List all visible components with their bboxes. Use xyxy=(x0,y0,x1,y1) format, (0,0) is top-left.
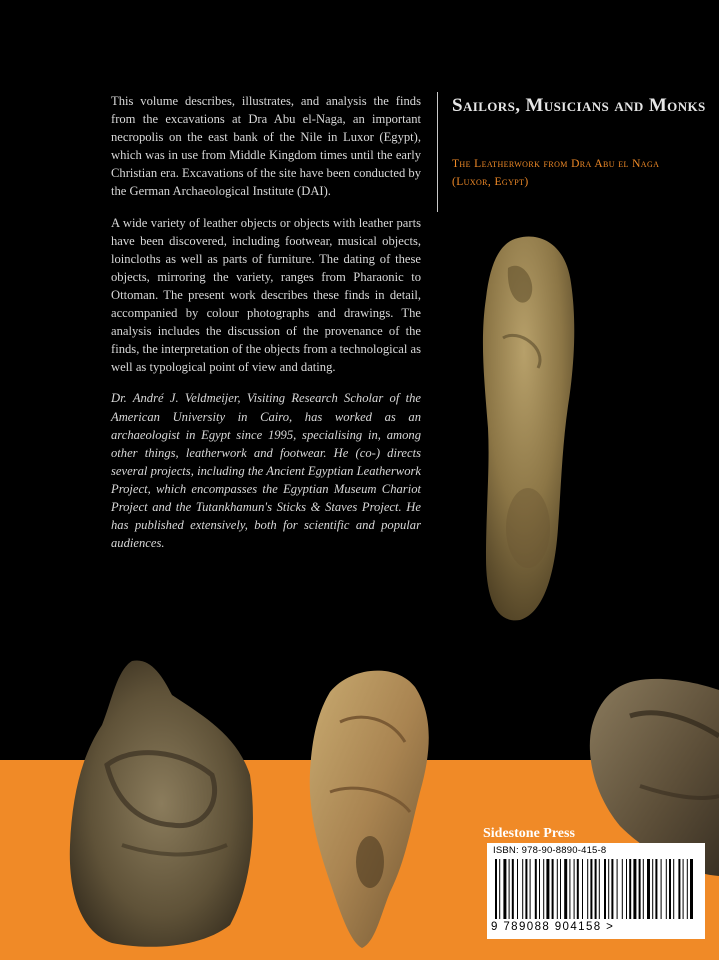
barcode-bar xyxy=(499,859,500,919)
barcode-bar xyxy=(678,859,680,919)
barcode-bar xyxy=(517,859,518,919)
barcode-bar xyxy=(535,859,537,919)
barcode-bar xyxy=(690,859,693,919)
barcode-bar xyxy=(629,859,631,919)
barcode-bar xyxy=(673,859,674,919)
barcode-bar xyxy=(543,859,544,919)
barcode-bar xyxy=(622,859,623,919)
barcode-bar xyxy=(595,859,597,919)
barcode-bar xyxy=(574,859,575,919)
barcode-bar xyxy=(661,859,662,919)
barcode-bar xyxy=(669,859,671,919)
sandal-sole-photo xyxy=(478,228,588,628)
barcode-bar xyxy=(539,859,540,919)
barcode-bar xyxy=(569,859,570,919)
barcode-bar xyxy=(557,859,558,919)
author-bio: Dr. André J. Veldmeijer, Visiting Research Scholar of the American University in Cairo, has worked as an archaeologist in Egypt since 1995, specialising in, among other things, leatherwork and footwear. He (co-) directs several projects, including the Ancient Egyptian Leatherwork Project, which encompasses the Egyptian Museum Chariot Project and the Tutankhamun's Sticks & Staves Project. He has published extensively, both for scientific and popular audiences. xyxy=(111,391,421,551)
barcode-bar xyxy=(582,859,583,919)
barcode-bar xyxy=(577,859,579,919)
barcode-bar xyxy=(608,859,609,919)
barcode-bar xyxy=(552,859,554,919)
title-divider xyxy=(437,92,438,212)
barcode-bar xyxy=(546,859,549,919)
isbn-barcode-box xyxy=(487,843,705,939)
barcode-bar xyxy=(599,859,600,919)
barcode-bar xyxy=(687,859,688,919)
book-subtitle: The Leatherwork from Dra Abu el Naga (Luxor, Egypt) xyxy=(452,158,660,188)
barcode-bar xyxy=(495,859,497,919)
barcode xyxy=(493,859,699,921)
barcode-bar xyxy=(617,859,618,919)
barcode-bar xyxy=(647,859,650,919)
barcode-bar xyxy=(604,859,606,919)
barcode-bar xyxy=(643,859,644,919)
isbn-label: ISBN: 978-90-8890-415-8 xyxy=(493,845,607,856)
blurb-paragraph-2: A wide variety of leather objects or objects with leather parts have been discovered, including footwear, musical objects, loincloths as well as parts of furniture. The dating of these objects, mirroring the variety, ranges from Pharaonic to Ottoman. The present work describes these finds in detail, accompanied by colour photographs and drawings. The analysis includes the discussion of the provenance of the finds, the interpretation of the objects from a technological as well as typological point of view and dating. xyxy=(111,215,421,375)
barcode-bar xyxy=(509,859,510,919)
isbn-digits: 9 789088 904158 > xyxy=(491,921,615,933)
barcode-bar xyxy=(564,859,567,919)
barcode-bar xyxy=(655,859,657,919)
leather-fragment-photo xyxy=(300,662,445,952)
book-title: Sailors, Musicians and Monks xyxy=(452,95,706,116)
barcode-bar xyxy=(525,859,527,919)
barcode-bar xyxy=(590,859,592,919)
barcode-bar xyxy=(652,859,653,919)
blurb-text xyxy=(111,92,421,565)
barcode-bar xyxy=(587,859,588,919)
publisher-name: Sidestone Press xyxy=(483,826,575,841)
blurb-paragraph-1: This volume describes, illustrates, and analysis the finds from the excavations at Dra Abu el-Naga, an important necropolis on the east bank of the Nile in Luxor (Egypt), which was in use from Middle Kingdom times until the early Christian era. Excavations of the site have been conducted by the German Archaeological Institute (DAI). xyxy=(111,94,421,199)
leather-bag-photo xyxy=(62,655,257,950)
barcode-bar xyxy=(611,859,613,919)
barcode-bar xyxy=(626,859,627,919)
barcode-bar xyxy=(633,859,636,919)
barcode-bar xyxy=(530,859,531,919)
barcode-bar xyxy=(512,859,514,919)
barcode-bar xyxy=(666,859,667,919)
barcode-bar xyxy=(522,859,523,919)
barcode-bar xyxy=(503,859,506,919)
barcode-bar xyxy=(560,859,561,919)
barcode-bar xyxy=(639,859,641,919)
barcode-bar xyxy=(683,859,684,919)
